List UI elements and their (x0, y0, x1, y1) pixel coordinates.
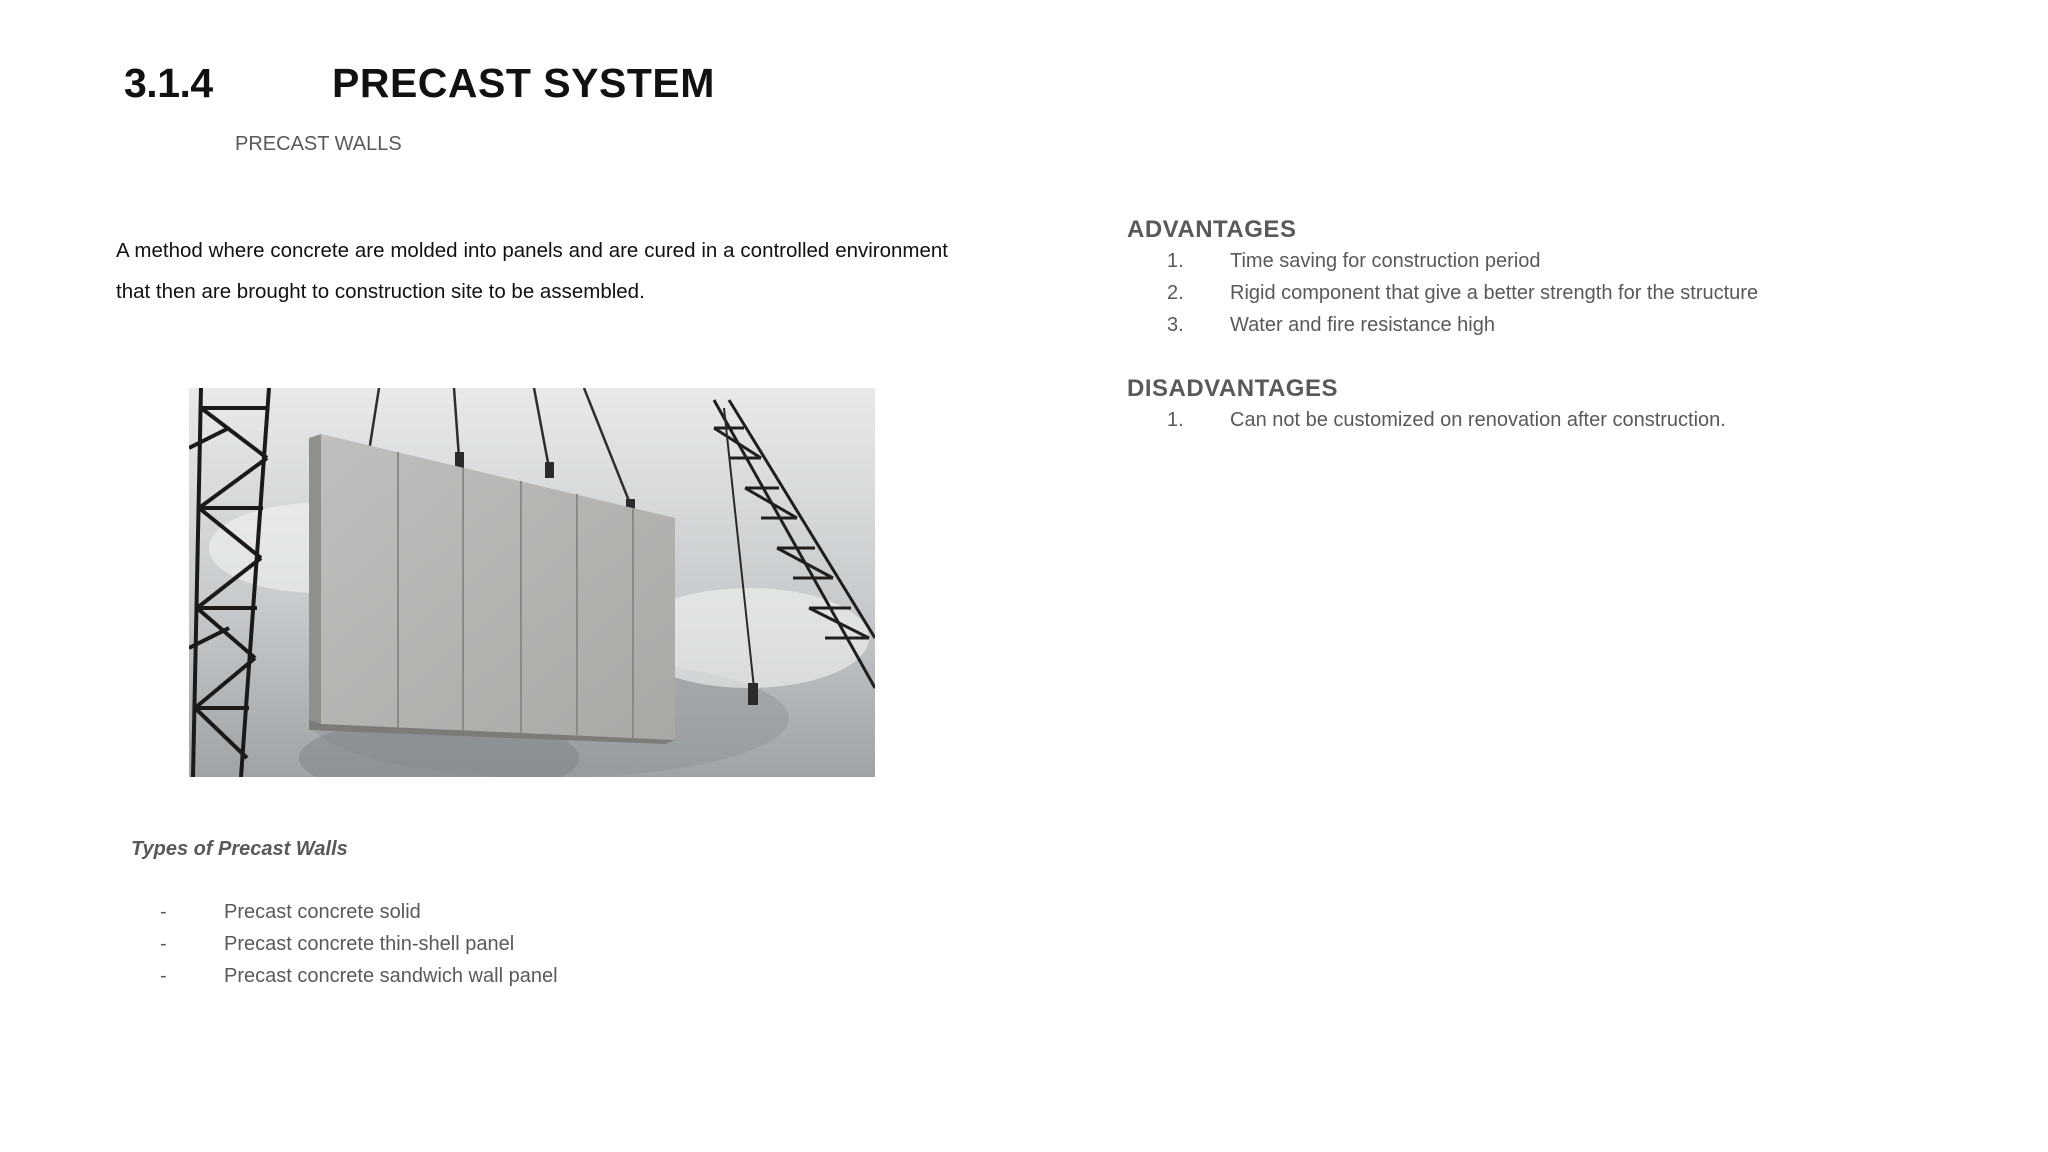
precast-wall-photo (189, 388, 875, 777)
section-number: 3.1.4 (124, 60, 213, 106)
intro-paragraph: A method where concrete are molded into panels and are cured in a controlled environment that then are brought to construction site to be assembled. (116, 239, 948, 303)
disadvantages-heading: DISADVANTAGES (1127, 375, 1338, 402)
list-number: 1. (1167, 409, 1184, 431)
list-bullet: - (160, 933, 167, 955)
list-number: 1. (1167, 250, 1184, 272)
list-item-text: Precast concrete thin-shell panel (224, 933, 515, 955)
advantages-heading: ADVANTAGES (1127, 216, 1297, 243)
list-item-text: Rigid component that give a better strength for the structure (1230, 282, 1759, 304)
list-number: 3. (1167, 314, 1184, 336)
list-number: 2. (1167, 282, 1184, 304)
list-item-text: Precast concrete solid (224, 901, 421, 923)
list-item-text: Water and fire resistance high (1230, 314, 1495, 336)
list-item-text: Precast concrete sandwich wall panel (224, 965, 558, 987)
section-subtitle: PRECAST WALLS (235, 133, 402, 155)
types-title: Types of Precast Walls (131, 838, 348, 860)
list-item-text: Can not be customized on renovation after construction. (1230, 409, 1726, 431)
list-bullet: - (160, 965, 167, 987)
list-item-text: Time saving for construction period (1230, 250, 1541, 272)
list-bullet: - (160, 901, 167, 923)
section-title: PRECAST SYSTEM (332, 60, 715, 106)
